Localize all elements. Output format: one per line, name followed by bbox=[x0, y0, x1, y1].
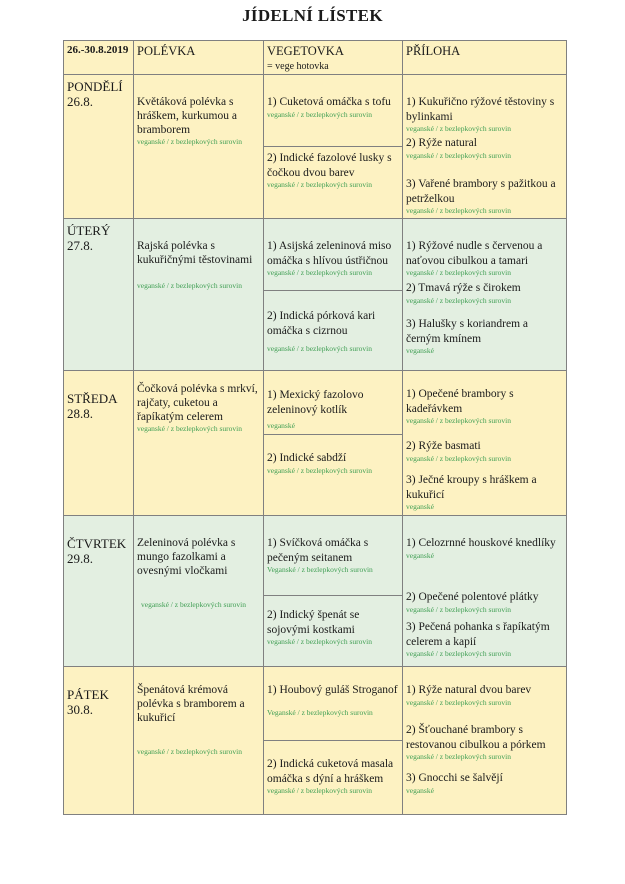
side-option-name: 3) Ječné kroupy s hráškem a kukuřicí bbox=[406, 474, 537, 501]
day-name: PONDĚLÍ bbox=[67, 79, 123, 94]
soup-name: Květáková polévka s hráškem, kurkumou a bramborem bbox=[137, 96, 237, 136]
side-option bbox=[403, 590, 566, 620]
veg-option bbox=[264, 435, 402, 476]
soup-note: veganské / z bezlepkových surovin bbox=[137, 137, 242, 146]
side-option-note: veganské / z bezlepkových surovin bbox=[406, 697, 511, 707]
veg-option-note: veganské / z bezlepkových surovin bbox=[267, 268, 372, 277]
veg-option-note: veganské / z bezlepkových surovin bbox=[267, 344, 372, 353]
side-option-name: 1) Celozrnné houskové knedlíky bbox=[406, 537, 556, 549]
side-option-note: veganské / z bezlepkových surovin bbox=[406, 268, 511, 277]
side-option-note: veganské / z bezlepkových surovin bbox=[406, 416, 511, 425]
side-option bbox=[403, 281, 566, 317]
column-header-veg-legend: = vege hotovka bbox=[267, 61, 329, 72]
side-option bbox=[403, 620, 566, 659]
day-cell bbox=[64, 667, 133, 717]
side-option bbox=[403, 387, 566, 439]
day-cell bbox=[64, 516, 133, 566]
side-option-note: veganské / z bezlepkových surovin bbox=[406, 752, 511, 761]
soup-note: veganské / z bezlepkových surovin bbox=[141, 600, 246, 609]
side-option-note: veganské bbox=[406, 550, 434, 560]
soup-cell bbox=[134, 667, 263, 757]
veg-option-note: veganské / z bezlepkových surovin bbox=[267, 109, 372, 119]
day-row-thursday bbox=[64, 516, 567, 667]
day-cell bbox=[64, 371, 133, 421]
veg-option-note: veganské / z bezlepkových surovin bbox=[267, 465, 372, 475]
veg-option bbox=[264, 75, 402, 147]
side-option bbox=[403, 683, 566, 723]
side-option-name: 2) Rýže basmati bbox=[406, 440, 481, 452]
veg-option-note: Veganské / z bezlepkových surovin bbox=[267, 565, 373, 574]
side-option-note: veganské bbox=[406, 346, 434, 355]
side-option-name: 1) Kukuřično rýžové těstoviny s bylinkami bbox=[406, 96, 555, 123]
soup-cell bbox=[134, 516, 263, 610]
veg-option-name: 1) Houbový guláš Stroganof bbox=[267, 684, 398, 696]
side-option bbox=[403, 317, 566, 356]
side-option bbox=[403, 723, 566, 771]
soup-note: veganské / z bezlepkových surovin bbox=[137, 281, 242, 290]
veg-option-note: veganské / z bezlepkových surovin bbox=[267, 180, 372, 189]
soup-note: veganské / z bezlepkových surovin bbox=[137, 424, 242, 433]
menu-table bbox=[63, 40, 567, 815]
veg-option-note: veganské bbox=[267, 421, 295, 430]
veg-option-name: 2) Indická pórková kari omáčka s cizrnou bbox=[267, 310, 376, 337]
side-option bbox=[403, 136, 566, 177]
side-option-note: veganské / z bezlepkových surovin bbox=[406, 206, 511, 215]
veg-option-note: veganské / z bezlepkových surovin bbox=[267, 786, 372, 795]
veg-option-name: 1) Svíčková omáčka s pečeným seitanem bbox=[267, 537, 369, 564]
side-option-note: veganské bbox=[406, 502, 434, 511]
veg-option-name: 1) Mexický fazolovo zeleninový kotlík bbox=[267, 389, 364, 416]
veg-option bbox=[264, 596, 402, 647]
soup-name: Špenátová krémová polévka s bramborem a kukuřicí bbox=[137, 684, 245, 724]
side-option-name: 2) Opečené polentové plátky bbox=[406, 591, 539, 603]
side-option-name: 1) Opečené brambory s kadeřávkem bbox=[406, 388, 514, 415]
day-name: STŘEDA bbox=[67, 391, 118, 406]
soup-note: veganské / z bezlepkových surovin bbox=[137, 747, 242, 756]
veg-option-name: 2) Indický špenát se sojovými kostkami bbox=[267, 609, 360, 636]
veg-option bbox=[264, 219, 402, 291]
side-option-note: veganské / z bezlepkových surovin bbox=[406, 150, 511, 160]
soup-cell bbox=[134, 219, 263, 291]
veg-option bbox=[264, 516, 402, 596]
side-option-note: veganské / z bezlepkových surovin bbox=[406, 604, 511, 614]
side-option bbox=[403, 439, 566, 473]
soup-cell bbox=[134, 75, 263, 147]
veg-option-note: veganské / z bezlepkových surovin bbox=[267, 637, 372, 646]
day-name: ÚTERÝ bbox=[67, 223, 111, 238]
side-option-note: veganské / z bezlepkových surovin bbox=[406, 124, 511, 133]
veg-option-name: 2) Indické fazolové lusky s čočkou dvou barev bbox=[267, 152, 392, 179]
side-option-note: veganské / z bezlepkových surovin bbox=[406, 295, 511, 305]
side-option-note: veganské bbox=[406, 785, 434, 795]
day-row-tuesday bbox=[64, 219, 567, 371]
side-option bbox=[403, 473, 566, 512]
day-cell bbox=[64, 75, 133, 109]
page-title: JÍDELNÍ LÍSTEK bbox=[242, 6, 383, 25]
side-option bbox=[403, 95, 566, 136]
side-option bbox=[403, 536, 566, 590]
day-date: 28.8. bbox=[67, 406, 93, 421]
side-option-name: 3) Vařené brambory s pažitkou a petrželkou bbox=[406, 178, 556, 205]
side-option-note: veganské / z bezlepkových surovin bbox=[406, 453, 511, 463]
side-option-name: 2) Šťouchané brambory s restovanou cibulkou a pórkem bbox=[406, 724, 546, 751]
side-option-name: 3) Halušky s koriandrem a černým kmínem bbox=[406, 318, 528, 345]
veg-option bbox=[264, 667, 402, 741]
side-option-name: 3) Pečená pohanka s řapíkatým celerem a kapií bbox=[406, 621, 550, 648]
side-option bbox=[403, 177, 566, 216]
day-cell bbox=[64, 219, 133, 253]
day-date: 30.8. bbox=[67, 702, 93, 717]
day-row-friday bbox=[64, 667, 567, 815]
veg-option-name: 2) Indické sabdží bbox=[267, 452, 347, 464]
veg-option bbox=[264, 147, 402, 190]
header-row bbox=[64, 41, 567, 75]
soup-name: Čočková polévka s mrkví, rajčaty, cuketou a řapíkatým celerem bbox=[137, 383, 258, 423]
day-name: PÁTEK bbox=[67, 687, 109, 702]
side-option-note: veganské / z bezlepkových surovin bbox=[406, 649, 511, 658]
side-option-name: 2) Rýže natural bbox=[406, 137, 477, 149]
day-date: 29.8. bbox=[67, 551, 93, 566]
side-option-name: 2) Tmavá rýže s čirokem bbox=[406, 282, 521, 294]
veg-option bbox=[264, 741, 402, 796]
day-row-monday bbox=[64, 75, 567, 219]
side-option bbox=[403, 239, 566, 281]
day-date: 26.8. bbox=[67, 94, 93, 109]
soup-name: Zeleninová polévka s mungo fazolkami a ovesnými vločkami bbox=[137, 537, 236, 577]
veg-option bbox=[264, 291, 402, 354]
column-header-soup: POLÉVKA bbox=[137, 44, 196, 58]
veg-option-name: 1) Asijská zeleninová miso omáčka s hlívou ústřičnou bbox=[267, 240, 392, 267]
column-header-side: PŘÍLOHA bbox=[406, 44, 461, 58]
day-row-wednesday bbox=[64, 371, 567, 516]
column-header-veg: VEGETOVKA bbox=[267, 44, 344, 58]
soup-cell bbox=[134, 371, 263, 434]
veg-option-name: 2) Indická cuketová masala omáčka s dýní a hráškem bbox=[267, 758, 394, 785]
side-option-name: 1) Rýžové nudle s červenou a naťovou cibulkou a tamari bbox=[406, 240, 543, 267]
veg-option bbox=[264, 371, 402, 435]
soup-name: Rajská polévka s kukuřičnými těstovinami bbox=[137, 240, 253, 266]
date-range: 26.-30.8.2019 bbox=[67, 44, 129, 56]
day-name: ČTVRTEK bbox=[67, 536, 127, 551]
veg-option-note: Veganské / z bezlepkových surovin bbox=[267, 707, 373, 717]
side-option-name: 1) Rýže natural dvou barev bbox=[406, 684, 532, 696]
side-option bbox=[403, 771, 566, 796]
veg-option-name: 1) Cuketová omáčka s tofu bbox=[267, 96, 391, 108]
side-option-name: 3) Gnocchi se šalvějí bbox=[406, 772, 503, 784]
day-date: 27.8. bbox=[67, 238, 93, 253]
